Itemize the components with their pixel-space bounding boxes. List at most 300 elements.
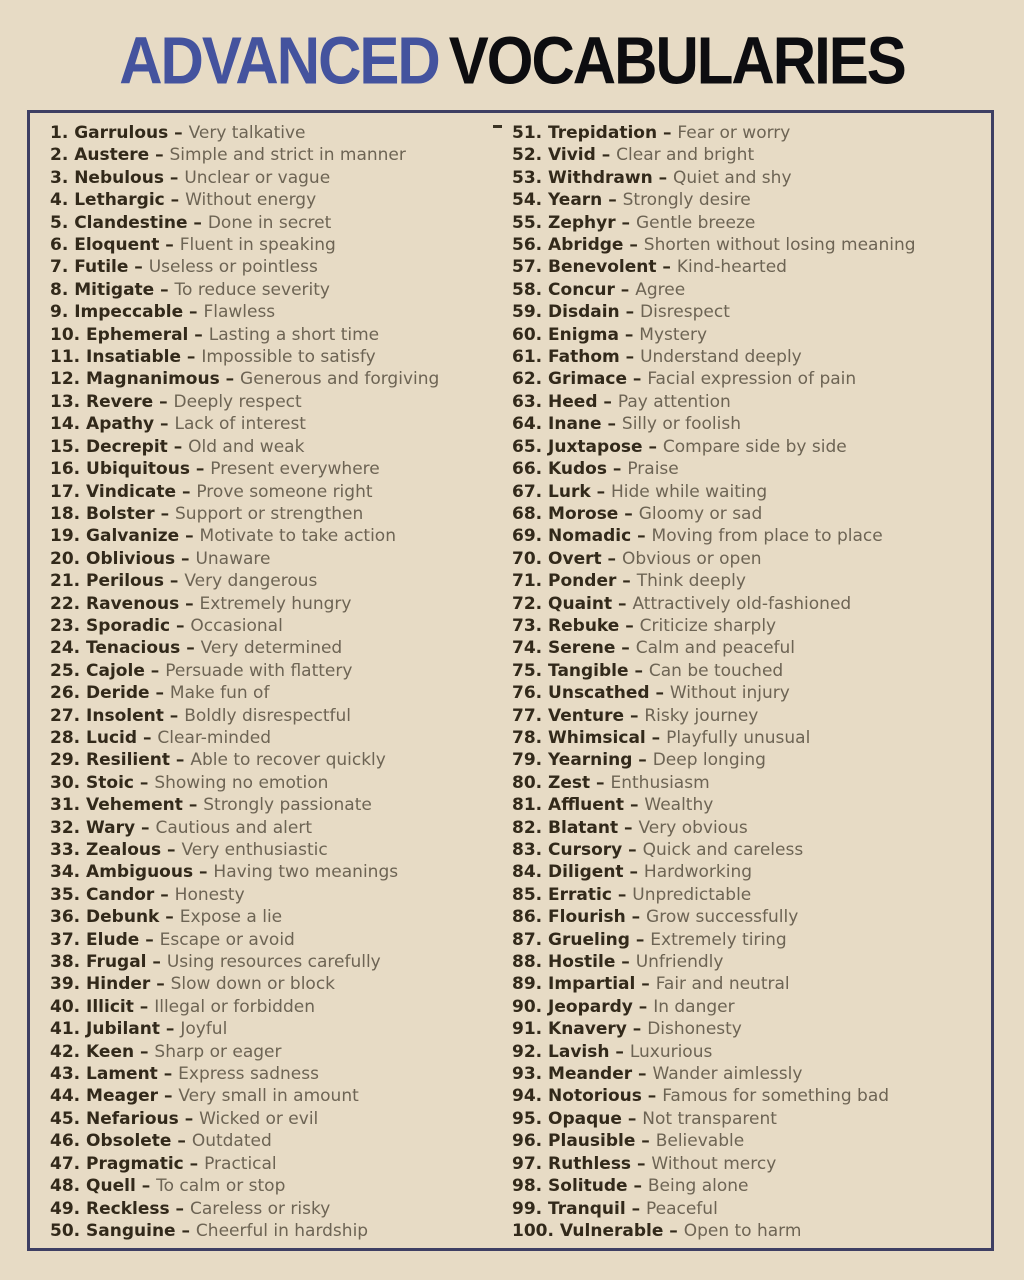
vocab-word: 9. Impeccable –	[50, 302, 204, 323]
vocab-definition: Risky journey	[644, 705, 759, 726]
vocab-word: 69. Nomadic –	[512, 526, 652, 547]
vocab-word: 86. Flourish –	[512, 907, 647, 928]
vocab-word: 80. Zest –	[512, 772, 611, 793]
vocab-word: 49. Reckless –	[50, 1198, 190, 1219]
vocab-definition: Occasional	[190, 615, 283, 636]
vocab-entry	[512, 884, 991, 906]
vocab-definition: Lack of interest	[174, 414, 306, 435]
vocab-entry	[512, 234, 991, 256]
vocab-definition: Without mercy	[651, 1153, 777, 1174]
vocab-word: 45. Nefarious –	[50, 1108, 200, 1129]
vocab-definition: Fluent in speaking	[179, 235, 336, 256]
stray-dash-mark	[493, 125, 502, 128]
vocab-definition: Silly or foolish	[621, 414, 741, 435]
vocab-definition: Cheerful in hardship	[195, 1220, 369, 1241]
vocab-entry	[50, 324, 512, 346]
vocab-entry	[50, 458, 512, 480]
vocab-entry	[512, 324, 991, 346]
vocab-entry	[512, 256, 991, 278]
vocab-entry	[50, 1130, 512, 1152]
vocab-definition: Open to harm	[683, 1220, 802, 1241]
vocab-definition: Moving from place to place	[651, 526, 883, 547]
vocab-definition: Clear-minded	[157, 727, 271, 748]
vocab-word: 91. Knavery –	[512, 1019, 648, 1040]
vocab-word: 38. Frugal –	[50, 952, 167, 973]
vocab-entry	[50, 346, 512, 368]
vocab-word: 34. Ambiguous –	[50, 862, 214, 883]
vocab-entry	[512, 1041, 991, 1063]
vocab-word: 96. Plausible –	[512, 1131, 656, 1152]
vocab-word: 8. Mitigate –	[50, 279, 175, 300]
vocab-entry	[50, 1018, 512, 1040]
vocab-entry	[50, 144, 512, 166]
vocab-entry	[50, 1220, 512, 1242]
vocab-definition: Boldly disrespectful	[184, 705, 351, 726]
vocab-definition: Calm and peaceful	[635, 638, 796, 659]
vocab-definition: Strongly desire	[622, 190, 751, 211]
vocab-word: 85. Erratic –	[512, 884, 633, 905]
vocab-entry	[512, 481, 991, 503]
vocab-entry	[512, 1108, 991, 1130]
vocab-definition: Kind-hearted	[676, 257, 787, 278]
vocab-entry	[512, 682, 991, 704]
vocab-definition: Generous and forgiving	[240, 369, 440, 390]
vocab-entry	[50, 951, 512, 973]
vocab-word: 12. Magnanimous –	[50, 369, 241, 390]
vocab-word: 3. Nebulous –	[50, 167, 185, 188]
vocab-definition: Fear or worry	[677, 123, 791, 143]
vocab-word: 14. Apathy –	[50, 414, 175, 435]
vocab-entry	[512, 525, 991, 547]
vocab-entry	[50, 1085, 512, 1107]
vocab-definition: Escape or avoid	[159, 929, 295, 950]
vocab-entry	[512, 279, 991, 301]
vocab-entry	[50, 906, 512, 928]
vocab-entry	[512, 951, 991, 973]
vocab-word: 74. Serene –	[512, 638, 636, 659]
vocab-word: 32. Wary –	[50, 817, 156, 838]
vocab-word: 20. Oblivious –	[50, 548, 196, 569]
vocab-entry	[512, 144, 991, 166]
vocab-definition: Famous for something bad	[662, 1086, 890, 1107]
vocab-word: 23. Sporadic –	[50, 615, 191, 636]
vocab-word: 75. Tangible –	[512, 660, 649, 681]
vocab-definition: Extremely hungry	[199, 593, 352, 614]
vocab-definition: Support or strengthen	[175, 503, 364, 524]
vocab-entry	[50, 1063, 512, 1085]
vocab-column-left	[50, 122, 512, 1248]
vocab-entry	[50, 1175, 512, 1197]
vocab-definition: Joyful	[180, 1019, 228, 1040]
vocab-entry	[50, 705, 512, 727]
vocab-word: 62. Grimace –	[512, 369, 648, 390]
vocab-word: 55. Zephyr –	[512, 212, 636, 233]
vocab-definition: Praise	[627, 459, 679, 480]
vocab-definition: Gloomy or sad	[638, 503, 763, 524]
vocab-word: 7. Futile –	[50, 257, 149, 278]
vocab-word: 30. Stoic –	[50, 772, 155, 793]
vocab-definition: Can be touched	[648, 660, 784, 681]
vocab-word: 88. Hostile –	[512, 952, 636, 973]
vocab-definition: Motivate to take action	[199, 526, 396, 547]
vocab-definition: Lasting a short time	[208, 324, 380, 345]
vocab-definition: Prove someone right	[196, 481, 373, 502]
vocab-word: 67. Lurk –	[512, 481, 611, 502]
vocab-definition: Deep longing	[652, 750, 766, 771]
vocab-word: 52. Vivid –	[512, 145, 617, 166]
vocab-definition: Simple and strict in manner	[169, 145, 406, 166]
vocab-word: 92. Lavish –	[512, 1041, 630, 1062]
vocab-entry	[50, 817, 512, 839]
vocab-entry	[50, 436, 512, 458]
vocab-word: 33. Zealous –	[50, 840, 182, 860]
vocab-word: 21. Perilous –	[50, 571, 185, 592]
vocab-word: 11. Insatiable –	[50, 347, 202, 368]
vocab-definition: Old and weak	[188, 436, 305, 457]
vocab-word: 4. Lethargic –	[50, 190, 186, 211]
vocab-entry	[50, 772, 512, 794]
vocab-word: 22. Ravenous –	[50, 593, 200, 614]
vocab-entry	[50, 1198, 512, 1220]
vocab-word: 90. Jeopardy –	[512, 996, 654, 1017]
vocab-entry	[512, 593, 991, 615]
vocab-entry	[512, 346, 991, 368]
vocab-definition: Unpredictable	[632, 884, 752, 905]
vocab-column-right	[512, 122, 991, 1248]
vocab-entry	[50, 256, 512, 278]
vocab-entry	[512, 615, 991, 637]
vocab-entry	[50, 122, 512, 144]
vocab-definition: Unaware	[195, 548, 271, 569]
vocab-entry	[50, 861, 512, 883]
vocab-entry	[50, 1041, 512, 1063]
vocab-definition: Understand deeply	[640, 347, 802, 368]
vocab-definition: Criticize sharply	[639, 615, 777, 636]
vocab-entry	[512, 1018, 991, 1040]
vocab-entry	[50, 884, 512, 906]
vocab-word: 68. Morose –	[512, 503, 639, 524]
vocab-definition: Compare side by side	[662, 436, 847, 457]
vocab-definition: Grow successfully	[646, 907, 799, 928]
vocab-word: 71. Ponder –	[512, 571, 637, 592]
vocab-word: 66. Kudos –	[512, 459, 628, 480]
vocab-word: 76. Unscathed –	[512, 683, 670, 704]
vocab-definition: To calm or stop	[156, 1176, 286, 1197]
vocab-word: 63. Heed –	[512, 391, 618, 412]
vocab-definition: Dishonesty	[647, 1019, 742, 1040]
vocab-word: 15. Decrepit –	[50, 436, 189, 457]
vocab-entry	[512, 839, 991, 861]
vocab-entry	[512, 1085, 991, 1107]
vocab-word: 10. Ephemeral –	[50, 324, 209, 345]
vocab-definition: Flawless	[203, 302, 276, 323]
vocab-definition: Cautious and alert	[155, 817, 312, 838]
vocab-word: 29. Resilient –	[50, 750, 191, 771]
vocab-entry	[50, 996, 512, 1018]
vocab-word: 50. Sanguine –	[50, 1220, 196, 1241]
vocab-definition: Quick and careless	[642, 840, 804, 860]
vocab-entry	[512, 1220, 991, 1242]
vocab-entry	[512, 189, 991, 211]
vocab-entry	[512, 301, 991, 323]
vocab-word: 31. Vehement –	[50, 795, 204, 816]
vocab-definition: Fair and neutral	[655, 974, 790, 995]
vocab-definition: Facial expression of pain	[647, 369, 857, 390]
vocab-word: 84. Diligent –	[512, 862, 644, 883]
vocab-word: 19. Galvanize –	[50, 526, 200, 547]
vocab-entry	[512, 368, 991, 390]
vocab-entry	[512, 906, 991, 928]
vocab-entry	[512, 727, 991, 749]
vocab-entry	[50, 212, 512, 234]
vocab-definition: Hardworking	[643, 862, 753, 883]
vocab-entry	[512, 996, 991, 1018]
vocab-word: 35. Candor –	[50, 884, 175, 905]
vocab-entry	[50, 525, 512, 547]
vocab-definition: To reduce severity	[174, 279, 330, 300]
vocab-definition: Impossible to satisfy	[201, 347, 376, 368]
vocab-word: 25. Cajole –	[50, 660, 166, 681]
vocab-definition: Without injury	[669, 683, 790, 704]
vocab-definition: Express sadness	[178, 1064, 319, 1085]
vocab-definition: Very dangerous	[184, 571, 318, 592]
vocab-word: 47. Pragmatic –	[50, 1153, 205, 1174]
vocab-entry	[50, 167, 512, 189]
vocab-definition: Very talkative	[188, 123, 306, 143]
vocab-word: 18. Bolster –	[50, 503, 175, 524]
vocab-definition: Without energy	[185, 190, 317, 211]
page-title	[0, 22, 1024, 99]
vocab-word: 60. Enigma –	[512, 324, 640, 345]
vocab-word: 77. Venture –	[512, 705, 645, 726]
vocab-definition: Agree	[635, 279, 686, 300]
vocab-entry	[512, 861, 991, 883]
vocab-definition: Wander aimlessly	[652, 1064, 803, 1085]
vocab-definition: Expose a lie	[179, 907, 283, 928]
vocab-word: 70. Overt –	[512, 548, 622, 569]
vocab-word: 28. Lucid –	[50, 727, 158, 748]
vocab-word: 53. Withdrawn –	[512, 167, 674, 188]
vocab-definition: Pay attention	[617, 391, 731, 412]
vocab-definition: Obvious or open	[621, 548, 762, 569]
vocab-entry	[512, 122, 991, 144]
vocab-entry	[512, 1175, 991, 1197]
vocab-word: 44. Meager –	[50, 1086, 179, 1107]
vocab-definition: Very small in amount	[178, 1086, 359, 1107]
vocab-entry	[512, 1198, 991, 1220]
vocab-word: 87. Grueling –	[512, 929, 651, 950]
vocab-definition: Outdated	[191, 1131, 272, 1152]
vocab-definition: Able to recover quickly	[190, 750, 386, 771]
vocab-entry	[512, 436, 991, 458]
vocab-entry	[50, 503, 512, 525]
vocab-word: 56. Abridge –	[512, 235, 644, 256]
vocab-word: 16. Ubiquitous –	[50, 459, 211, 480]
vocab-word: 26. Deride –	[50, 683, 170, 704]
vocab-definition: Unfriendly	[635, 952, 724, 973]
vocab-word: 100. Vulnerable –	[512, 1220, 684, 1241]
vocab-definition: Attractively old-fashioned	[632, 593, 852, 614]
vocab-word: 36. Debunk –	[50, 907, 180, 928]
vocab-entry	[512, 570, 991, 592]
vocab-word: 17. Vindicate –	[50, 481, 197, 502]
vocab-word: 82. Blatant –	[512, 817, 639, 838]
vocab-definition: Think deeply	[636, 571, 746, 592]
vocab-definition: Quiet and shy	[673, 167, 792, 188]
vocab-entry	[50, 368, 512, 390]
vocab-definition: Disrespect	[640, 302, 730, 323]
vocab-word: 61. Fathom –	[512, 347, 641, 368]
vocab-word: 6. Eloquent –	[50, 235, 180, 256]
vocab-entry	[512, 817, 991, 839]
vocab-word: 5. Clandestine –	[50, 212, 208, 233]
vocab-definition: Strongly passionate	[203, 795, 372, 816]
vocab-entry	[512, 391, 991, 413]
vocab-entry	[50, 279, 512, 301]
vocab-word: 58. Concur –	[512, 279, 636, 300]
vocab-entry	[512, 503, 991, 525]
vocab-definition: Wealthy	[644, 795, 714, 816]
vocab-definition: Showing no emotion	[154, 772, 329, 793]
vocab-word: 97. Ruthless –	[512, 1153, 652, 1174]
vocab-definition: Playfully unusual	[666, 727, 811, 748]
vocab-entry	[512, 660, 991, 682]
vocab-definition: Unclear or vague	[184, 167, 331, 188]
vocab-entry	[512, 1063, 991, 1085]
vocab-word: 65. Juxtapose –	[512, 436, 663, 457]
vocab-word: 57. Benevolent –	[512, 257, 677, 278]
vocab-entry	[50, 234, 512, 256]
vocab-definition: Very enthusiastic	[181, 840, 328, 860]
vocab-definition: Luxurious	[629, 1041, 713, 1062]
vocab-word: 43. Lament –	[50, 1064, 179, 1085]
vocab-definition: Very obvious	[638, 817, 748, 838]
vocab-word: 81. Affluent –	[512, 795, 645, 816]
vocab-word: 78. Whimsical –	[512, 727, 667, 748]
vocab-entry	[50, 727, 512, 749]
vocab-word: 27. Insolent –	[50, 705, 185, 726]
vocab-word: 13. Revere –	[50, 391, 174, 412]
vocab-entry	[50, 682, 512, 704]
vocab-entry	[50, 413, 512, 435]
vocab-word: 39. Hinder –	[50, 974, 171, 995]
vocab-entry	[512, 973, 991, 995]
vocab-definition: Make fun of	[169, 683, 270, 704]
vocab-definition: Mystery	[639, 324, 708, 345]
vocab-word: 99. Tranquil –	[512, 1198, 646, 1219]
vocab-word: 73. Rebuke –	[512, 615, 640, 636]
vocab-entry	[50, 794, 512, 816]
title-vocabularies: VOCABULARIES	[448, 23, 905, 99]
vocab-word: 42. Keen –	[50, 1041, 155, 1062]
vocab-entry	[512, 772, 991, 794]
vocab-definition: Deeply respect	[173, 391, 302, 412]
vocab-word: 2. Austere –	[50, 145, 170, 166]
vocab-definition: Hide while waiting	[611, 481, 768, 502]
vocab-definition: Using resources carefully	[166, 952, 381, 973]
vocab-definition: Having two meanings	[213, 862, 399, 883]
vocab-definition: Done in secret	[207, 212, 332, 233]
vocab-entry	[50, 301, 512, 323]
vocab-entry	[512, 637, 991, 659]
vocab-entry	[512, 212, 991, 234]
vocab-word: 59. Disdain –	[512, 302, 640, 323]
vocab-entry	[512, 548, 991, 570]
vocab-entry	[512, 167, 991, 189]
vocab-word: 51. Trepidation –	[512, 123, 678, 143]
vocab-word: 93. Meander –	[512, 1064, 653, 1085]
vocab-definition: Wicked or evil	[199, 1108, 319, 1129]
vocab-entry	[50, 593, 512, 615]
vocab-definition: Not transparent	[642, 1108, 777, 1129]
vocab-definition: Slow down or block	[170, 974, 336, 995]
vocab-entry	[50, 548, 512, 570]
vocab-entry	[50, 1108, 512, 1130]
vocab-entry	[512, 794, 991, 816]
vocab-word: 64. Inane –	[512, 414, 622, 435]
vocab-entry	[50, 749, 512, 771]
vocab-word: 72. Quaint –	[512, 593, 633, 614]
vocab-word: 94. Notorious –	[512, 1086, 663, 1107]
vocab-entry	[50, 660, 512, 682]
vocab-list-box	[27, 110, 994, 1251]
vocab-entry	[50, 1153, 512, 1175]
vocab-entry	[50, 637, 512, 659]
vocab-definition: Enthusiasm	[610, 772, 710, 793]
vocab-word: 83. Cursory –	[512, 840, 643, 860]
vocab-definition: Present everywhere	[210, 459, 380, 480]
vocab-definition: Gentle breeze	[635, 212, 756, 233]
vocab-definition: Peaceful	[645, 1198, 718, 1219]
vocab-entry	[50, 615, 512, 637]
vocab-definition: Persuade with flattery	[165, 660, 353, 681]
vocab-definition: Very determined	[200, 638, 343, 659]
vocab-word: 24. Tenacious –	[50, 638, 201, 659]
vocab-definition: Practical	[204, 1153, 277, 1174]
vocab-entry	[50, 839, 512, 861]
vocab-definition: Being alone	[647, 1176, 749, 1197]
vocab-entry	[512, 1130, 991, 1152]
vocab-entry	[512, 458, 991, 480]
vocab-entry	[50, 481, 512, 503]
vocab-word: 95. Opaque –	[512, 1108, 643, 1129]
vocab-word: 98. Solitude –	[512, 1176, 648, 1197]
vocab-word: 48. Quell –	[50, 1176, 157, 1197]
vocab-entry	[512, 413, 991, 435]
vocab-word: 89. Impartial –	[512, 974, 656, 995]
vocab-word: 41. Jubilant –	[50, 1019, 181, 1040]
vocab-entry	[50, 929, 512, 951]
vocab-word: 79. Yearning –	[512, 750, 653, 771]
vocab-entry	[512, 1153, 991, 1175]
vocab-entry	[512, 929, 991, 951]
vocab-word: 46. Obsolete –	[50, 1131, 192, 1152]
vocab-entry	[50, 189, 512, 211]
vocab-definition: Useless or pointless	[148, 257, 318, 278]
vocab-definition: Extremely tiring	[650, 929, 787, 950]
vocab-entry	[512, 749, 991, 771]
vocab-definition: In danger	[653, 996, 735, 1017]
vocab-definition: Sharp or eager	[154, 1041, 282, 1062]
vocab-definition: Shorten without losing meaning	[643, 235, 916, 256]
vocab-entry	[50, 973, 512, 995]
vocab-entry	[50, 570, 512, 592]
vocab-word: 1. Garrulous –	[50, 123, 189, 143]
vocab-definition: Illegal or forbidden	[154, 996, 315, 1017]
title-advanced: ADVANCED	[119, 23, 439, 99]
vocab-definition: Honesty	[174, 884, 245, 905]
vocab-word: 54. Yearn –	[512, 190, 623, 211]
